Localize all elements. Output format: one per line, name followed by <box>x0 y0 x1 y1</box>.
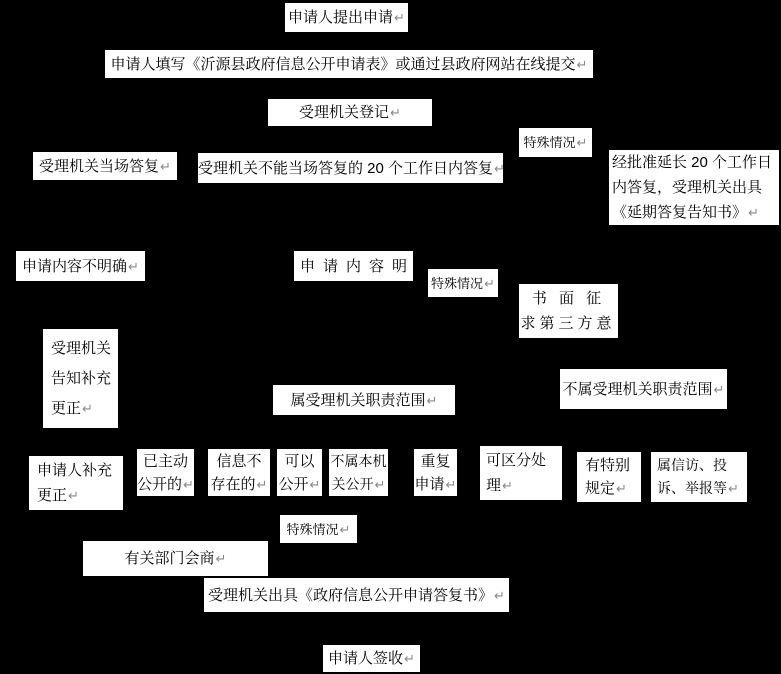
flow-box-content-unclear <box>16 251 145 281</box>
paragraph-mark-icon: ↵ <box>339 521 351 537</box>
flow-box-submit-application <box>285 3 408 32</box>
box-text: 申请 <box>414 475 445 493</box>
box-line <box>280 518 357 541</box>
flow-box-special-case-3 <box>280 515 357 543</box>
box-text: 特殊情况 <box>431 275 484 291</box>
paragraph-mark-icon: ↵ <box>502 478 513 493</box>
box-line <box>414 473 457 496</box>
box-line <box>414 450 457 473</box>
box-line <box>577 477 641 500</box>
box-text: 申请内容不明确 <box>22 257 128 275</box>
box-text: 属信访、投 <box>657 457 727 473</box>
box-line <box>651 454 747 477</box>
box-line <box>83 547 268 570</box>
box-line <box>43 394 118 424</box>
box-text: 经批准延长 20 个工作日 <box>612 154 773 171</box>
box-text: 有特别 <box>585 457 631 474</box>
paragraph-mark-icon: ↵ <box>426 392 438 408</box>
box-line <box>519 131 592 154</box>
box-text: 理 <box>486 477 502 494</box>
box-text: 申请人签收 <box>328 650 404 667</box>
box-text: 受理机关 <box>51 339 112 357</box>
box-text: 受理机关登记 <box>299 104 390 121</box>
paragraph-mark-icon: ↵ <box>128 258 139 274</box>
box-text: 申请人填写《沂源县政府信息公开申请表》或通过县政府网站在线提交 <box>110 55 576 73</box>
paragraph-mark-icon: ↵ <box>68 488 79 503</box>
paragraph-mark-icon: ↵ <box>256 476 268 492</box>
box-text: 公开 <box>278 475 309 493</box>
box-text: 不属本机 <box>330 452 387 469</box>
paragraph-mark-icon: ↵ <box>748 205 759 220</box>
flow-box-register <box>268 99 432 126</box>
box-line <box>519 311 618 336</box>
box-text: 《延期答复告知书》 <box>612 204 748 221</box>
flow-box-special-case-1 <box>519 128 592 157</box>
box-text: 告知补充 <box>51 369 112 387</box>
box-text: 受理机关不能当场答复的 20 个工作日内答复 <box>198 159 494 177</box>
paragraph-mark-icon: ↵ <box>82 400 93 416</box>
flow-box-special-case-2 <box>428 269 498 297</box>
box-text: 属受理机关职责范围 <box>290 391 426 409</box>
box-text: 特殊情况 <box>523 135 576 150</box>
box-line <box>208 450 270 473</box>
box-line <box>198 157 503 180</box>
box-text: 重复 <box>420 452 451 470</box>
paragraph-mark-icon: ↵ <box>183 476 194 492</box>
box-line <box>428 272 498 295</box>
paragraph-mark-icon: ↵ <box>445 476 457 492</box>
paragraph-mark-icon: ↵ <box>713 381 725 397</box>
flow-box-dept-consultation <box>83 541 268 576</box>
flow-box-info-not-exist <box>208 449 270 496</box>
flow-box-reply-within-20-days <box>198 153 503 183</box>
paragraph-mark-icon: ↵ <box>484 275 495 291</box>
flow-box-already-public <box>137 449 194 496</box>
paragraph-mark-icon: ↵ <box>576 56 588 72</box>
paragraph-mark-icon: ↵ <box>309 476 321 492</box>
box-line <box>277 473 322 496</box>
paragraph-mark-icon: ↵ <box>390 105 401 120</box>
box-line <box>16 255 145 278</box>
paragraph-mark-icon: ↵ <box>616 481 627 496</box>
box-text: 内答复，受理机关出具 <box>612 179 763 196</box>
box-line <box>43 334 118 364</box>
box-line <box>268 101 432 124</box>
box-line <box>609 175 779 200</box>
box-line <box>329 450 388 473</box>
box-line <box>137 473 194 496</box>
box-text: 信息不 <box>216 452 262 470</box>
box-text: 可区分处 <box>486 452 547 469</box>
box-line <box>519 286 618 311</box>
paragraph-mark-icon: ↵ <box>160 158 171 174</box>
flow-box-sign-receipt <box>323 645 420 672</box>
box-line <box>29 483 123 508</box>
box-text: 受理机关当场答复 <box>39 157 160 175</box>
box-line <box>480 473 562 498</box>
flow-box-within-scope <box>273 385 455 415</box>
paragraph-mark-icon: ↵ <box>576 135 588 150</box>
flow-box-issue-reply-document <box>204 578 509 612</box>
box-line <box>285 6 408 29</box>
box-text: 书 面 征 <box>531 290 606 307</box>
flow-box-extended-reply <box>609 150 779 225</box>
box-text: 求第三方意 <box>520 315 616 332</box>
flow-box-not-within-scope <box>560 369 727 409</box>
box-line <box>43 364 118 394</box>
box-line <box>323 647 420 670</box>
box-text: 不属受理机关职责范围 <box>562 380 713 398</box>
flow-box-can-public <box>277 449 322 496</box>
paragraph-mark-icon: ↵ <box>728 481 739 496</box>
box-text: 受理机关出具《政府信息公开申请答复书》 <box>208 586 494 604</box>
paragraph-mark-icon: ↵ <box>215 551 227 566</box>
box-line <box>329 473 388 496</box>
box-line <box>277 450 322 473</box>
box-text: 申请人提出申请 <box>288 9 394 26</box>
flow-box-partial-disclosure <box>480 446 562 500</box>
flow-box-petition-complaint <box>651 452 747 502</box>
box-text: 可以 <box>284 452 315 470</box>
paragraph-mark-icon: ↵ <box>374 476 386 492</box>
box-line <box>577 454 641 477</box>
flow-box-not-this-org <box>329 449 388 496</box>
box-line <box>33 155 177 178</box>
flow-box-notify-supplement <box>43 329 118 428</box>
paragraph-mark-icon: ↵ <box>494 587 505 603</box>
box-text: 公开的 <box>137 475 183 493</box>
box-text: 有关部门会商 <box>124 550 215 567</box>
flow-box-repeat-application <box>414 449 457 496</box>
box-line <box>273 389 455 412</box>
flow-box-applicant-supplement <box>29 456 123 510</box>
box-text: 申请内容明 <box>300 257 416 275</box>
box-text: 存在的 <box>210 475 256 493</box>
flow-box-fill-form <box>105 50 593 78</box>
flow-box-special-rules <box>577 452 641 502</box>
flow-box-content-clear <box>294 251 416 281</box>
box-line <box>137 450 194 473</box>
paragraph-mark-icon: ↵ <box>494 160 505 176</box>
flow-box-onsite-reply <box>33 152 177 180</box>
box-text: 已主动 <box>142 452 188 470</box>
box-line <box>105 53 593 76</box>
box-line <box>480 448 562 473</box>
box-line <box>609 200 779 225</box>
box-text: 规定 <box>585 480 616 497</box>
flow-box-third-party-opinion <box>519 284 618 338</box>
box-text: 特殊情况 <box>286 521 339 537</box>
box-line <box>609 150 779 175</box>
paragraph-mark-icon: ↵ <box>394 10 405 25</box>
paragraph-mark-icon: ↵ <box>404 651 415 666</box>
box-text: 申请人补充 <box>37 462 113 479</box>
box-line <box>204 584 509 607</box>
box-line <box>651 477 747 500</box>
box-line <box>29 458 123 483</box>
box-line <box>560 378 727 401</box>
box-text: 关公开 <box>331 475 374 492</box>
box-text: 更正 <box>37 487 68 504</box>
box-text: 诉、举报等 <box>657 480 727 496</box>
box-line <box>294 255 416 278</box>
box-line <box>208 473 270 496</box>
box-text: 更正 <box>51 399 82 417</box>
